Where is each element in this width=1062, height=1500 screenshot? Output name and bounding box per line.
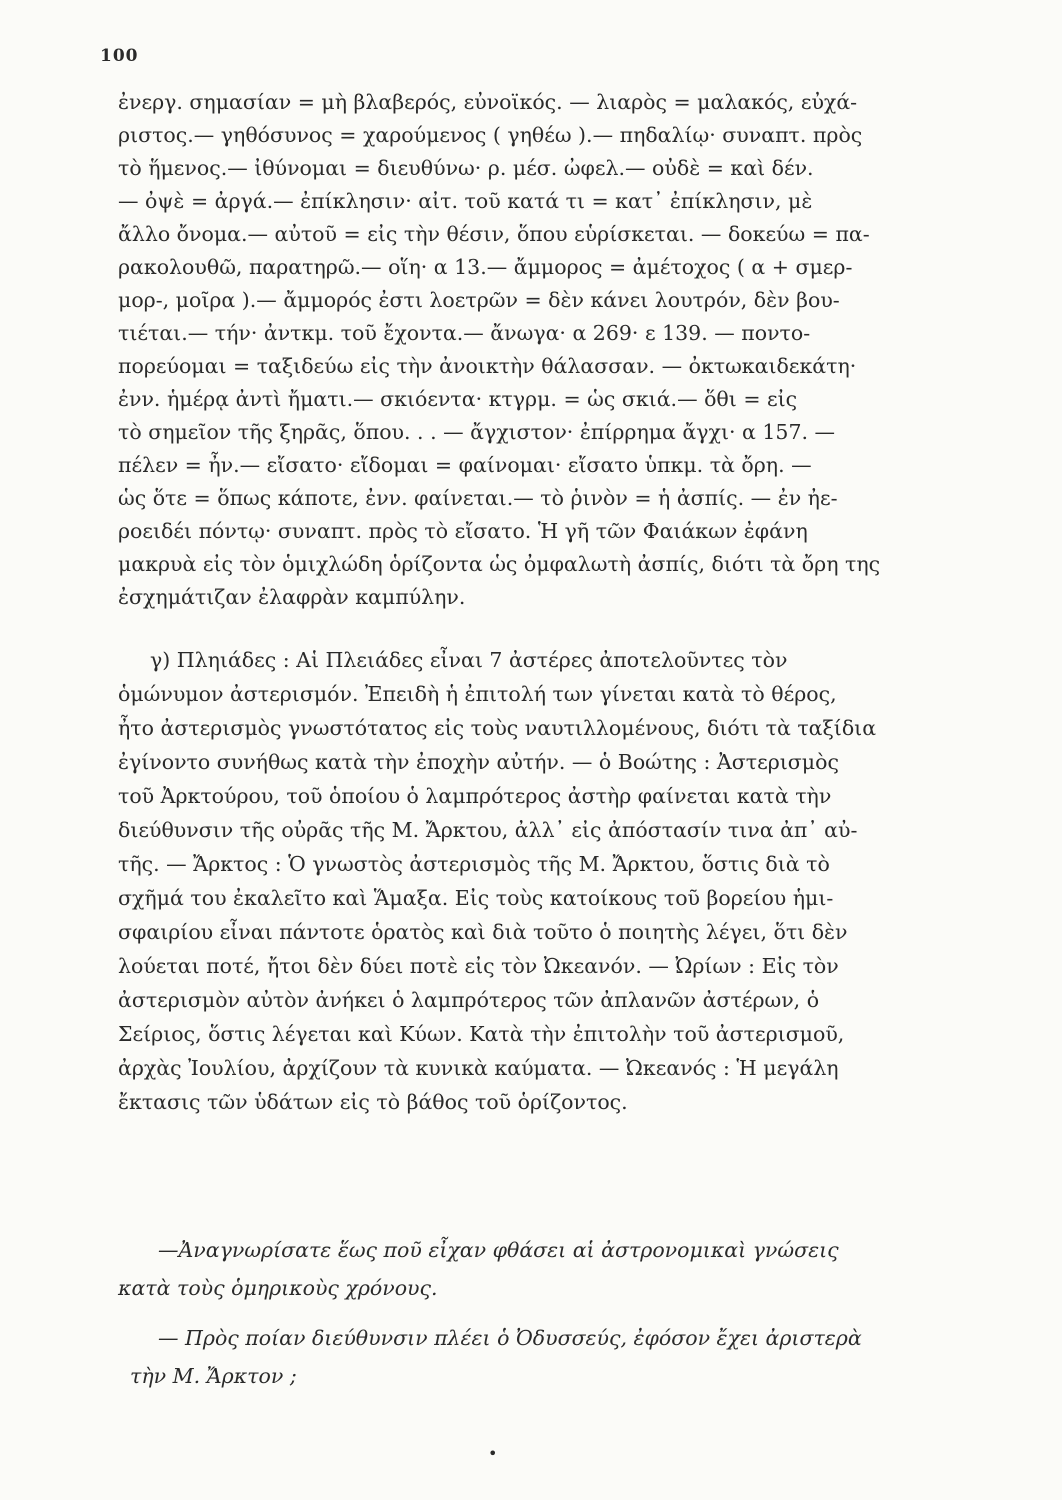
question-line: —Ἀναγνωρίσατε ἕως ποῦ εἶχαν φθάσει αἱ ἀστρονομικαὶ γνώσεις (158, 1238, 839, 1262)
glossary-line: ρακολουθῶ, παρατηρῶ.— οἵη· α 13.— ἄμμορος = ἀμέτοχος ( α + σμερ- (118, 255, 853, 279)
glossary-line: ἄλλο ὄνομα.— αὐτοῦ = εἰς τὴν θέσιν, ὅπου εὑρίσκεται. — δοκεύω = πα- (118, 222, 870, 246)
glossary-line: πέλεν = ἦν.— εἴσατο· εἴδομαι = φαίνομαι· εἴσατο ὑπκμ. τὰ ὄρη. — (118, 453, 812, 477)
question-line: κατὰ τοὺς ὁμηρικοὺς χρόνους. (118, 1276, 438, 1300)
astronomy-line: ἐγίνοντο συνήθως κατὰ τὴν ἐποχὴν αὐτήν. — ὁ Βοώτης : Ἀστερισμὸς (118, 750, 839, 774)
astronomy-line: Σείριος, ὅστις λέγεται καὶ Κύων. Κατὰ τὴν ἐπιτολὴν τοῦ ἀστερισμοῦ, (118, 1022, 845, 1046)
astronomy-line: ἀρχὰς Ἰουλίου, ἀρχίζουν τὰ κυνικὰ καύματα. — Ὠκεανός : Ἡ μεγάλη (118, 1056, 839, 1080)
glossary-line: μακρυὰ εἰς τὸν ὁμιχλώδη ὁρίζοντα ὡς ὀμφαλωτὴ ἀσπίς, διότι τὰ ὄρη της (118, 552, 881, 576)
glossary-line: ἐνεργ. σημασίαν = μὴ βλαβερός, εὐνοϊκός. — λιαρὸς = μαλακός, εὐχά- (118, 90, 858, 114)
glossary-line: μορ-, μοῖρα ).— ἄμμορός ἐστι λοετρῶν = δὲν κάνει λουτρόν, δὲν βου- (118, 288, 840, 312)
glossary-line: τιέται.— τήν· ἀντκμ. τοῦ ἔχοντα.— ἄνωγα· α 269· ε 139. — ποντο- (118, 321, 811, 345)
glossary-line: ἐνν. ἡμέρᾳ ἀντὶ ἤματι.— σκιόεντα· κτγρμ. = ὡς σκιά.— ὅθι = εἰς (118, 387, 798, 411)
astronomy-line: γ) Πληιάδες : Αἱ Πλειάδες εἶναι 7 ἀστέρες ἀποτελοῦντες τὸν (150, 648, 788, 672)
glossary-line: τὸ ἥμενος.— ἰθύνομαι = διευθύνω· ρ. μέσ. ὠφελ.— οὐδὲ = καὶ δέν. (118, 156, 814, 180)
stray-mark: • (488, 1444, 498, 1463)
glossary-line: ροειδέι πόντῳ· συναπτ. πρὸς τὸ εἴσατο. Ἡ γῆ τῶν Φαιάκων ἐφάνη (118, 519, 808, 543)
astronomy-line: τοῦ Ἀρκτούρου, τοῦ ὁποίου ὁ λαμπρότερος ἀστὴρ φαίνεται κατὰ τὴν (118, 784, 832, 808)
astronomy-line: τῆς. — Ἄρκτος : Ὁ γνωστὸς ἀστερισμὸς τῆς Μ. Ἄρκτου, ὅστις διὰ τὸ (118, 852, 830, 876)
glossary-line: ὡς ὅτε = ὅπως κάποτε, ἐνν. φαίνεται.— τὸ ῥινὸν = ἡ ἀσπίς. — ἐν ἠε- (118, 486, 838, 510)
astronomy-line: ἦτο ἀστερισμὸς γνωστότατος εἰς τοὺς ναυτιλλομένους, διότι τὰ ταξίδια (118, 716, 877, 740)
page-number: 100 (100, 46, 139, 66)
astronomy-line: ὁμώνυμον ἀστερισμόν. Ἐπειδὴ ἡ ἐπιτολή των γίνεται κατὰ τὸ θέρος, (118, 682, 837, 706)
glossary-line: πορεύομαι = ταξιδεύω εἰς τὴν ἀνοικτὴν θάλασσαν. — ὀκτωκαιδεκάτη· (118, 354, 857, 378)
astronomy-line: σφαιρίου εἶναι πάντοτε ὁρατὸς καὶ διὰ τοῦτο ὁ ποιητὴς λέγει, ὅτι δὲν (118, 920, 848, 944)
astronomy-line: διεύθυνσιν τῆς οὐρᾶς τῆς Μ. Ἄρκτου, ἀλλ᾿ εἰς ἀπόστασίν τινα ἀπ᾿ αὐ- (118, 818, 858, 842)
question-line: τὴν Μ. Ἄρκτον ; (130, 1364, 297, 1388)
astronomy-line: ἀστερισμὸν αὐτὸν ἀνήκει ὁ λαμπρότερος τῶν ἀπλανῶν ἀστέρων, ὁ (118, 988, 820, 1012)
astronomy-line: λούεται ποτέ, ἤτοι δὲν δύει ποτὲ εἰς τὸν Ὠκεανόν. — Ὠρίων : Εἰς τὸν (118, 954, 839, 978)
glossary-line: ἐσχημάτιζαν ἐλαφρὰν καμπύλην. (118, 585, 466, 609)
astronomy-line: σχῆμά του ἐκαλεῖτο καὶ Ἅμαξα. Εἰς τοὺς κατοίκους τοῦ βορείου ἡμι- (118, 886, 834, 910)
astronomy-line: ἔκτασις τῶν ὑδάτων εἰς τὸ βάθος τοῦ ὁρίζοντος. (118, 1090, 628, 1114)
glossary-line: — ὀψὲ = ἀργά.— ἐπίκλησιν· αἰτ. τοῦ κατά τι = κατ᾿ ἐπίκλησιν, μὲ (118, 189, 813, 213)
question-line: — Πρὸς ποίαν διεύθυνσιν πλέει ὁ Ὀδυσσεύς, ἐφόσον ἔχει ἀριστερὰ (158, 1326, 862, 1350)
glossary-line: τὸ σημεῖον τῆς ξηρᾶς, ὅπου. . . — ἄγχιστον· ἐπίρρημα ἄγχι· α 157. — (118, 420, 836, 444)
glossary-line: ριστος.— γηθόσυνος = χαρούμενος ( γηθέω ).— πηδαλίῳ· συναπτ. πρὸς (118, 123, 863, 147)
